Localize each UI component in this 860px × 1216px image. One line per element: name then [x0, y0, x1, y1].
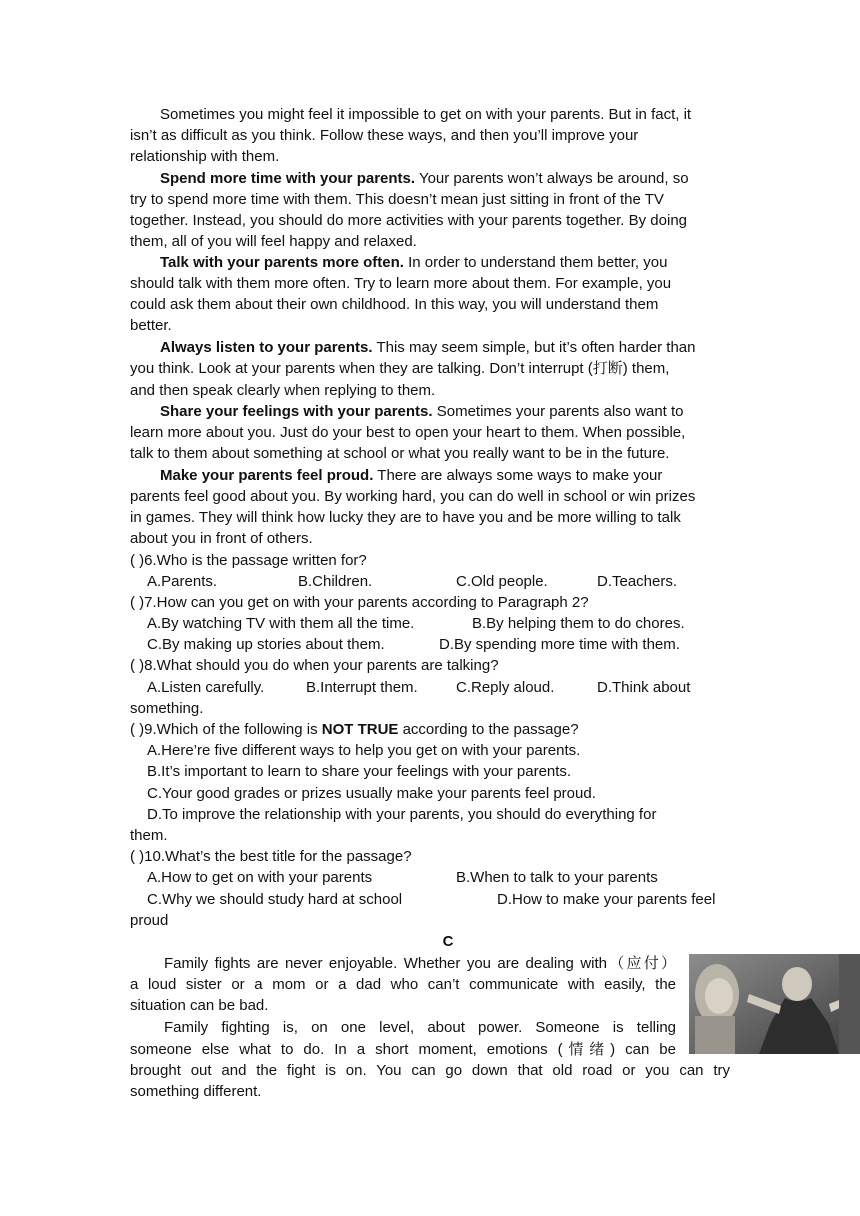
text-line: brought out and the fight is on. You can go down that old road or you can try	[130, 1062, 730, 1079]
family-fight-photo	[689, 954, 860, 1054]
text-line: Sometimes you might feel it impossible to get on with your parents. But in fact, it	[160, 106, 692, 123]
stem-emphasis: NOT TRUE	[321, 721, 399, 738]
text-span: In order to understand them better, you	[403, 254, 668, 271]
stem-text: ( )9.Which of the following is	[130, 721, 322, 738]
option-d-continued: them.	[130, 827, 168, 844]
text-line: together. Instead, you should do more activities with your parents together. By doing	[130, 212, 687, 229]
option-a: A.How to get on with your parents	[147, 869, 373, 886]
text-line: a loud sister or a mom or a dad who can’t communicate with easily, the	[130, 976, 676, 993]
question-stem: ( )8.What should you do when your parents are talking?	[130, 657, 499, 674]
text-line: Family fights are never enjoyable. Whether you are dealing with（应付）	[164, 955, 676, 972]
text-line: should talk with them more often. Try to learn more about them. For example, you	[130, 275, 672, 292]
paragraph-heading-line	[160, 337, 696, 358]
text-line: someone else what to do. In a short moment, emotions (情绪) can be	[130, 1041, 676, 1058]
text-line: relationship with them.	[130, 148, 280, 165]
paragraph-heading-line	[160, 252, 667, 273]
text-line: isn’t as difficult as you think. Follow these ways, and then you’ll improve your	[130, 127, 639, 144]
question-stem: ( )10.What’s the best title for the passage?	[130, 848, 412, 865]
text-line: try to spend more time with them. This doesn’t mean just sitting in front of the TV	[130, 191, 664, 208]
question-stem	[130, 719, 579, 740]
option-d: D.To improve the relationship with your parents, you should do everything for	[147, 806, 657, 823]
option-a: A.Here’re five different ways to help you get on with your parents.	[147, 742, 581, 759]
bold-heading: Make your parents feel proud.	[160, 467, 374, 484]
option-a: A.By watching TV with them all the time.	[147, 615, 415, 632]
text-span: Your parents won’t always be around, so	[415, 170, 689, 187]
photo-illustration	[689, 954, 860, 1054]
stem-text: according to the passage?	[398, 721, 579, 738]
text-line: and then speak clearly when replying to them.	[130, 382, 436, 399]
option-d: D.How to make your parents feel	[497, 891, 716, 908]
option-b: B.When to talk to your parents	[456, 869, 658, 886]
text-span: Sometimes your parents also want to	[432, 403, 684, 420]
text-line: talk to them about something at school or what you really want to be in the future.	[130, 445, 670, 462]
question-stem: ( )6.Who is the passage written for?	[130, 552, 367, 569]
option-d-continued: proud	[130, 912, 169, 929]
bold-heading: Share your feelings with your parents.	[160, 403, 433, 420]
text-line: could ask them about their own childhood. In this way, you will understand them	[130, 296, 659, 313]
option-c: C.Old people.	[456, 573, 548, 590]
text-line: them, all of you will feel happy and relaxed.	[130, 233, 417, 250]
option-b: B.It’s important to learn to share your feelings with your parents.	[147, 763, 572, 780]
option-a: A.Parents.	[147, 573, 218, 590]
text-line: parents feel good about you. By working hard, you can do well in school or win prizes	[130, 488, 696, 505]
option-b: B.By helping them to do chores.	[472, 615, 685, 632]
text-line: something different.	[130, 1083, 262, 1100]
text-span: This may seem simple, but it’s often harder than	[372, 339, 696, 356]
option-d: D.Teachers.	[597, 573, 678, 590]
question-stem: ( )7.How can you get on with your parents according to Paragraph 2?	[130, 594, 589, 611]
option-c: C.Why we should study hard at school	[147, 891, 403, 908]
text-line: situation can be bad.	[130, 997, 269, 1014]
paragraph-heading-line	[160, 465, 662, 486]
bold-heading: Spend more time with your parents.	[160, 170, 416, 187]
text-line: about you in front of others.	[130, 530, 313, 547]
text-span: There are always some ways to make your	[373, 467, 663, 484]
option-d-continued: something.	[130, 700, 204, 717]
option-a: A.Listen carefully.	[147, 679, 265, 696]
text-line: in games. They will think how lucky they are to have you and be more willing to talk	[130, 509, 681, 526]
paragraph-heading-line	[160, 401, 684, 422]
option-c: C.Reply aloud.	[456, 679, 555, 696]
text-line: learn more about you. Just do your best to open your heart to them. When possible,	[130, 424, 686, 441]
text-line: better.	[130, 317, 172, 334]
section-heading: C	[442, 933, 454, 950]
bold-heading: Always listen to your parents.	[160, 339, 373, 356]
option-b: B.Children.	[298, 573, 373, 590]
paragraph-heading-line	[160, 168, 689, 189]
text-line: you think. Look at your parents when they are talking. Don’t interrupt (打断) them,	[130, 360, 670, 377]
option-c: C.Your good grades or prizes usually make your parents feel proud.	[147, 785, 596, 802]
option-d: D.By spending more time with them.	[439, 636, 680, 653]
option-c: C.By making up stories about them.	[147, 636, 385, 653]
option-b: B.Interrupt them.	[306, 679, 418, 696]
bold-heading: Talk with your parents more often.	[160, 254, 404, 271]
text-line: Family fighting is, on one level, about power. Someone is telling	[164, 1019, 676, 1036]
option-d: D.Think about	[597, 679, 691, 696]
